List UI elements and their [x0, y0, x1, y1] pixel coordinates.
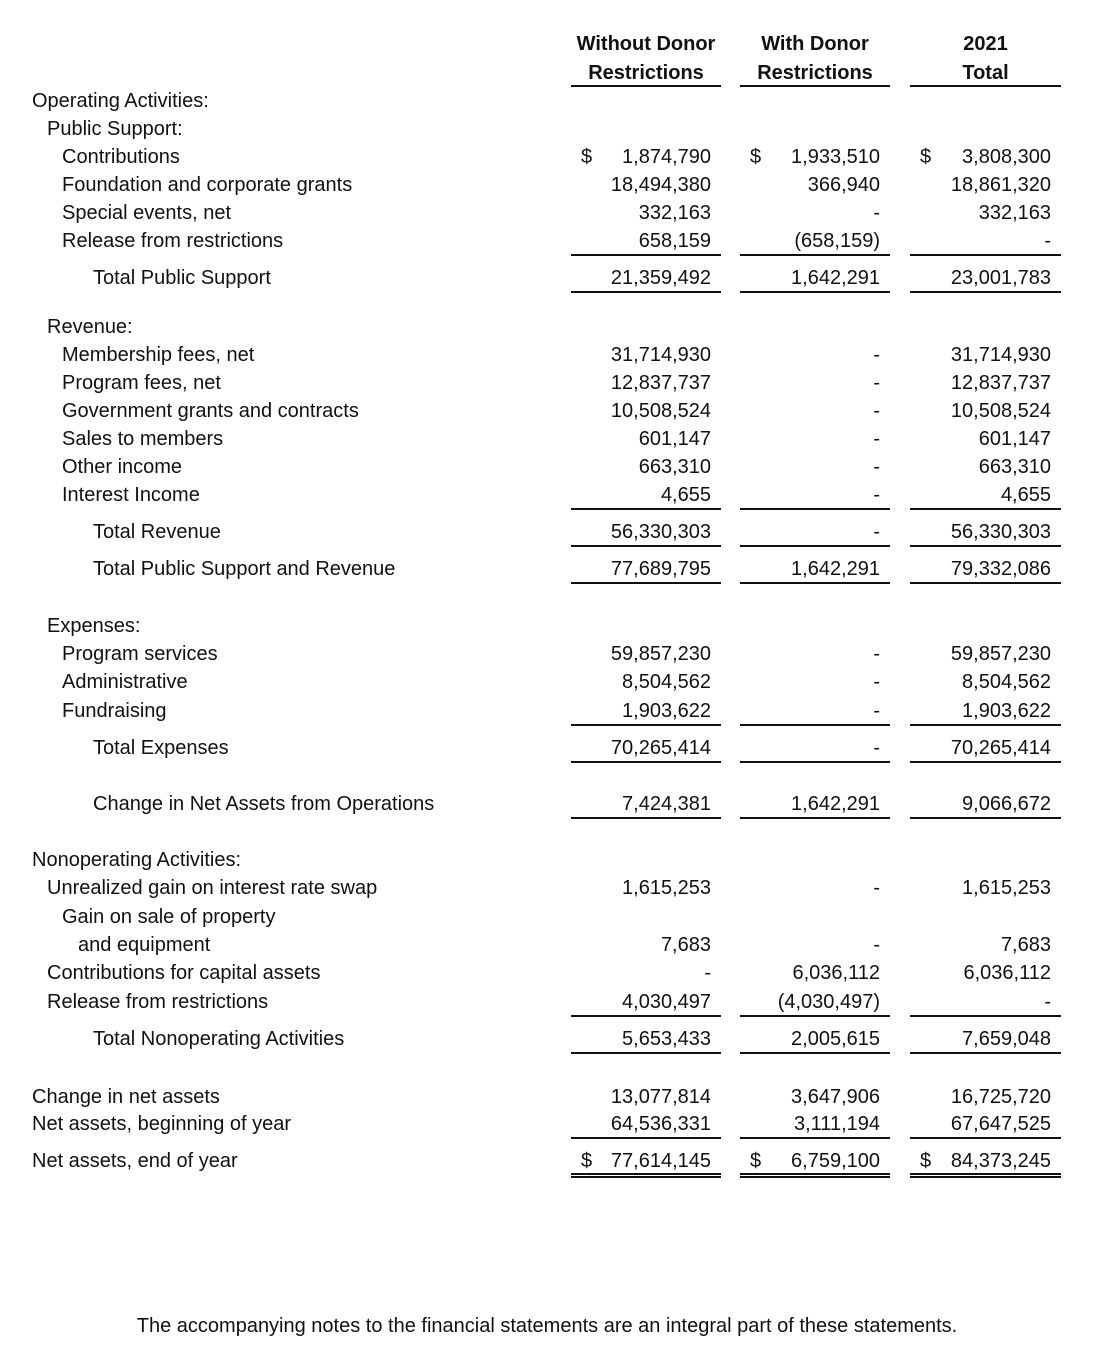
- amount-value: 1,874,790: [622, 146, 711, 168]
- amount-value: 31,714,930: [950, 344, 1051, 366]
- row-label: Sales to members: [62, 428, 224, 450]
- amount-value: -: [873, 484, 880, 506]
- statement-row: [0, 199, 1094, 227]
- amount-value: 601,147: [978, 428, 1051, 450]
- currency-symbol: $: [750, 146, 762, 168]
- amount-cell: [740, 518, 890, 547]
- amount-value: 4,655: [1000, 484, 1051, 506]
- amount-cell: [571, 988, 721, 1017]
- amount-cell: [740, 264, 890, 293]
- statement-row: [0, 555, 1094, 583]
- amount-cell: [571, 668, 721, 696]
- amount-value: 7,683: [1000, 934, 1051, 956]
- amount-cell: [740, 171, 890, 199]
- amount-value: 1,903,622: [962, 700, 1051, 722]
- amount-cell: [571, 1083, 721, 1111]
- statement-row: [0, 397, 1094, 425]
- amount-cell: [571, 264, 721, 293]
- header-line2: Restrictions: [757, 62, 873, 84]
- amount-cell: [571, 453, 721, 481]
- amount-value: 8,504,562: [622, 671, 711, 693]
- statement-row: [0, 425, 1094, 453]
- amount-value: 4,030,497: [622, 991, 711, 1013]
- amount-value: 31,714,930: [610, 344, 711, 366]
- amount-cell: [740, 874, 890, 902]
- amount-cell: [740, 1025, 890, 1054]
- statement-row: [0, 668, 1094, 696]
- amount-value: 4,655: [660, 484, 711, 506]
- amount-cell: [571, 199, 721, 227]
- amount-value: 77,614,145: [610, 1150, 711, 1172]
- row-label: Expenses:: [47, 615, 141, 637]
- statement-row: [0, 1083, 1094, 1111]
- row-label: Release from restrictions: [62, 230, 284, 252]
- statement-row: [0, 227, 1094, 255]
- amount-value: 16,725,720: [950, 1086, 1051, 1108]
- amount-cell: [740, 227, 890, 256]
- amount-value: 8,504,562: [962, 671, 1051, 693]
- currency-symbol: $: [920, 1150, 932, 1172]
- amount-value: -: [873, 202, 880, 224]
- amount-value: 1,615,253: [962, 877, 1051, 899]
- amount-value: -: [873, 344, 880, 366]
- amount-cell: [910, 1147, 1061, 1178]
- header-without-donor: [571, 30, 721, 88]
- amount-cell: [910, 199, 1061, 227]
- amount-cell: [740, 697, 890, 726]
- amount-cell: [740, 959, 890, 987]
- statement-row: [0, 115, 1094, 143]
- amount-cell: [910, 369, 1061, 397]
- amount-value: -: [873, 934, 880, 956]
- amount-value: -: [873, 643, 880, 665]
- row-label: Nonoperating Activities:: [32, 849, 242, 871]
- amount-cell: [571, 227, 721, 256]
- amount-value: 9,066,672: [962, 793, 1051, 815]
- statement-row: [0, 264, 1094, 292]
- amount-value: 18,494,380: [610, 174, 711, 196]
- amount-cell: [910, 988, 1061, 1017]
- amount-value: 64,536,331: [610, 1113, 711, 1135]
- amount-value: 79,332,086: [950, 558, 1051, 580]
- amount-cell: [740, 143, 890, 171]
- amount-value: -: [873, 521, 880, 543]
- header-line2: Total: [962, 62, 1009, 84]
- statement-row: [0, 143, 1094, 171]
- statement-row: [0, 874, 1094, 902]
- amount-value: -: [873, 428, 880, 450]
- amount-value: 7,683: [660, 934, 711, 956]
- currency-symbol: $: [750, 1150, 762, 1172]
- footer-note: The accompanying notes to the financial statements are an integral part of these statements.: [136, 1315, 958, 1337]
- amount-cell: [740, 453, 890, 481]
- amount-value: 13,077,814: [610, 1086, 711, 1108]
- row-label: Contributions for capital assets: [47, 962, 321, 984]
- amount-value: 77,689,795: [610, 558, 711, 580]
- amount-value: 12,837,737: [950, 372, 1051, 394]
- amount-cell: [740, 790, 890, 819]
- amount-value: 6,759,100: [791, 1150, 880, 1172]
- amount-cell: [910, 640, 1061, 668]
- amount-value: 3,647,906: [791, 1086, 880, 1108]
- row-label: Change in net assets: [32, 1086, 220, 1108]
- amount-cell: [571, 518, 721, 547]
- row-label: Gain on sale of property: [62, 906, 276, 928]
- row-label: Unrealized gain on interest rate swap: [47, 877, 378, 899]
- amount-cell: [571, 640, 721, 668]
- amount-value: 601,147: [638, 428, 711, 450]
- amount-cell: [910, 697, 1061, 726]
- amount-value: (658,159): [794, 230, 880, 252]
- amount-value: 6,036,112: [792, 962, 880, 984]
- row-label: and equipment: [78, 934, 211, 956]
- statement-row: [0, 1110, 1094, 1138]
- header-line1: With Donor: [761, 33, 869, 55]
- amount-value: 1,642,291: [791, 558, 880, 580]
- row-label: Program services: [62, 643, 218, 665]
- row-label: Revenue:: [47, 316, 133, 338]
- amount-value: 84,373,245: [950, 1150, 1051, 1172]
- amount-cell: [571, 171, 721, 199]
- amount-cell: [571, 1110, 721, 1139]
- amount-value: 56,330,303: [950, 521, 1051, 543]
- amount-value: 6,036,112: [963, 962, 1051, 984]
- amount-cell: [571, 931, 721, 959]
- statement-row: [0, 1025, 1094, 1053]
- amount-value: -: [704, 962, 711, 984]
- statement-row: [0, 313, 1094, 341]
- amount-cell: [740, 988, 890, 1017]
- amount-value: (4,030,497): [777, 991, 880, 1013]
- row-label: Foundation and corporate grants: [62, 174, 353, 196]
- amount-cell: [571, 790, 721, 819]
- statement-row: [0, 612, 1094, 640]
- amount-cell: [910, 555, 1061, 584]
- row-label: Other income: [62, 456, 183, 478]
- amount-value: -: [873, 700, 880, 722]
- amount-value: -: [873, 456, 880, 478]
- amount-cell: [910, 1025, 1061, 1054]
- amount-cell: [740, 341, 890, 369]
- amount-value: -: [873, 372, 880, 394]
- amount-cell: [740, 668, 890, 696]
- amount-cell: [910, 931, 1061, 959]
- amount-value: 366,940: [807, 174, 880, 196]
- currency-symbol: $: [920, 146, 932, 168]
- amount-value: -: [873, 671, 880, 693]
- amount-cell: [571, 734, 721, 763]
- row-label: Net assets, beginning of year: [32, 1113, 292, 1135]
- row-label: Administrative: [62, 671, 188, 693]
- row-label: Government grants and contracts: [62, 400, 359, 422]
- amount-value: 10,508,524: [950, 400, 1051, 422]
- amount-cell: [910, 397, 1061, 425]
- statement-row: [0, 87, 1094, 115]
- amount-cell: [740, 1147, 890, 1178]
- amount-value: 1,615,253: [622, 877, 711, 899]
- amount-cell: [571, 341, 721, 369]
- amount-value: 3,111,194: [793, 1113, 880, 1135]
- row-label: Total Nonoperating Activities: [93, 1028, 345, 1050]
- row-label: Operating Activities:: [32, 90, 209, 112]
- amount-value: 56,330,303: [610, 521, 711, 543]
- statement-row: [0, 518, 1094, 546]
- amount-cell: [740, 734, 890, 763]
- amount-cell: [740, 199, 890, 227]
- amount-cell: [910, 143, 1061, 171]
- header-line1: Without Donor: [576, 33, 716, 55]
- amount-value: 67,647,525: [950, 1113, 1051, 1135]
- header-total: [910, 30, 1061, 88]
- amount-value: -: [873, 400, 880, 422]
- amount-value: 1,642,291: [791, 793, 880, 815]
- row-label: Total Public Support and Revenue: [93, 558, 396, 580]
- amount-cell: [740, 425, 890, 453]
- row-label: Program fees, net: [62, 372, 221, 394]
- amount-cell: [910, 264, 1061, 293]
- statement-row: [0, 481, 1094, 509]
- header-with-donor: [740, 30, 890, 88]
- amount-value: 7,659,048: [962, 1028, 1051, 1050]
- row-label: Interest Income: [62, 484, 200, 506]
- amount-cell: [571, 959, 721, 987]
- statement-row: [0, 988, 1094, 1016]
- statement-row: [0, 369, 1094, 397]
- statement-row: [0, 903, 1094, 931]
- amount-cell: [571, 1025, 721, 1054]
- amount-cell: [571, 369, 721, 397]
- amount-cell: [910, 171, 1061, 199]
- row-label: Fundraising: [62, 700, 167, 722]
- amount-value: 18,861,320: [950, 174, 1051, 196]
- amount-value: 663,310: [978, 456, 1051, 478]
- row-label: Special events, net: [62, 202, 231, 224]
- amount-cell: [571, 397, 721, 425]
- amount-cell: [910, 874, 1061, 902]
- amount-cell: [571, 481, 721, 510]
- amount-value: 12,837,737: [610, 372, 711, 394]
- amount-value: 1,642,291: [791, 267, 880, 289]
- statement-row: [0, 640, 1094, 668]
- amount-cell: [571, 555, 721, 584]
- amount-value: 663,310: [638, 456, 711, 478]
- amount-value: -: [1044, 230, 1051, 252]
- amount-cell: [910, 1083, 1061, 1111]
- amount-cell: [571, 143, 721, 171]
- row-label: Change in Net Assets from Operations: [93, 793, 435, 815]
- row-label: Total Revenue: [93, 521, 221, 543]
- row-label: Total Expenses: [93, 737, 229, 759]
- amount-cell: [910, 481, 1061, 510]
- amount-cell: [910, 518, 1061, 547]
- amount-value: 23,001,783: [950, 267, 1051, 289]
- amount-cell: [910, 453, 1061, 481]
- row-label: Release from restrictions: [47, 991, 269, 1013]
- amount-value: 2,005,615: [791, 1028, 880, 1050]
- amount-cell: [910, 227, 1061, 256]
- amount-cell: [571, 1147, 721, 1178]
- statement-row: [0, 341, 1094, 369]
- amount-value: 59,857,230: [950, 643, 1051, 665]
- row-label: Total Public Support: [93, 267, 271, 289]
- amount-cell: [740, 640, 890, 668]
- amount-value: 1,933,510: [791, 146, 880, 168]
- statement-row: [0, 697, 1094, 725]
- amount-cell: [571, 425, 721, 453]
- amount-cell: [740, 369, 890, 397]
- statement-row: [0, 453, 1094, 481]
- amount-value: 332,163: [978, 202, 1051, 224]
- amount-cell: [910, 734, 1061, 763]
- amount-value: 10,508,524: [610, 400, 711, 422]
- amount-cell: [571, 874, 721, 902]
- amount-cell: [910, 790, 1061, 819]
- amount-cell: [910, 341, 1061, 369]
- currency-symbol: $: [581, 1150, 593, 1172]
- amount-value: -: [873, 877, 880, 899]
- statement-row: [0, 931, 1094, 959]
- currency-symbol: $: [581, 146, 593, 168]
- amount-cell: [910, 668, 1061, 696]
- amount-value: 1,903,622: [622, 700, 711, 722]
- amount-cell: [571, 697, 721, 726]
- row-label: Contributions: [62, 146, 180, 168]
- statement-row: [0, 959, 1094, 987]
- amount-cell: [910, 1110, 1061, 1139]
- amount-value: 21,359,492: [610, 267, 711, 289]
- amount-value: 3,808,300: [962, 146, 1051, 168]
- amount-value: 70,265,414: [950, 737, 1051, 759]
- amount-cell: [740, 1110, 890, 1139]
- amount-cell: [740, 1083, 890, 1111]
- row-label: Net assets, end of year: [32, 1150, 238, 1172]
- amount-value: 5,653,433: [622, 1028, 711, 1050]
- statement-row: [0, 846, 1094, 874]
- header-line1: 2021: [963, 33, 1008, 55]
- amount-value: 658,159: [638, 230, 711, 252]
- amount-cell: [740, 555, 890, 584]
- amount-value: 7,424,381: [622, 793, 711, 815]
- statement-row: [0, 171, 1094, 199]
- amount-value: -: [1044, 991, 1051, 1013]
- statement-row: [0, 1147, 1094, 1175]
- header-line2: Restrictions: [588, 62, 704, 84]
- amount-cell: [740, 397, 890, 425]
- amount-cell: [740, 931, 890, 959]
- statement-row: [0, 734, 1094, 762]
- amount-value: -: [873, 737, 880, 759]
- amount-value: 59,857,230: [610, 643, 711, 665]
- statement-row: [0, 790, 1094, 818]
- amount-cell: [910, 959, 1061, 987]
- amount-cell: [740, 481, 890, 510]
- amount-value: 70,265,414: [610, 737, 711, 759]
- amount-cell: [910, 425, 1061, 453]
- amount-value: 332,163: [638, 202, 711, 224]
- row-label: Membership fees, net: [62, 344, 255, 366]
- row-label: Public Support:: [47, 118, 183, 140]
